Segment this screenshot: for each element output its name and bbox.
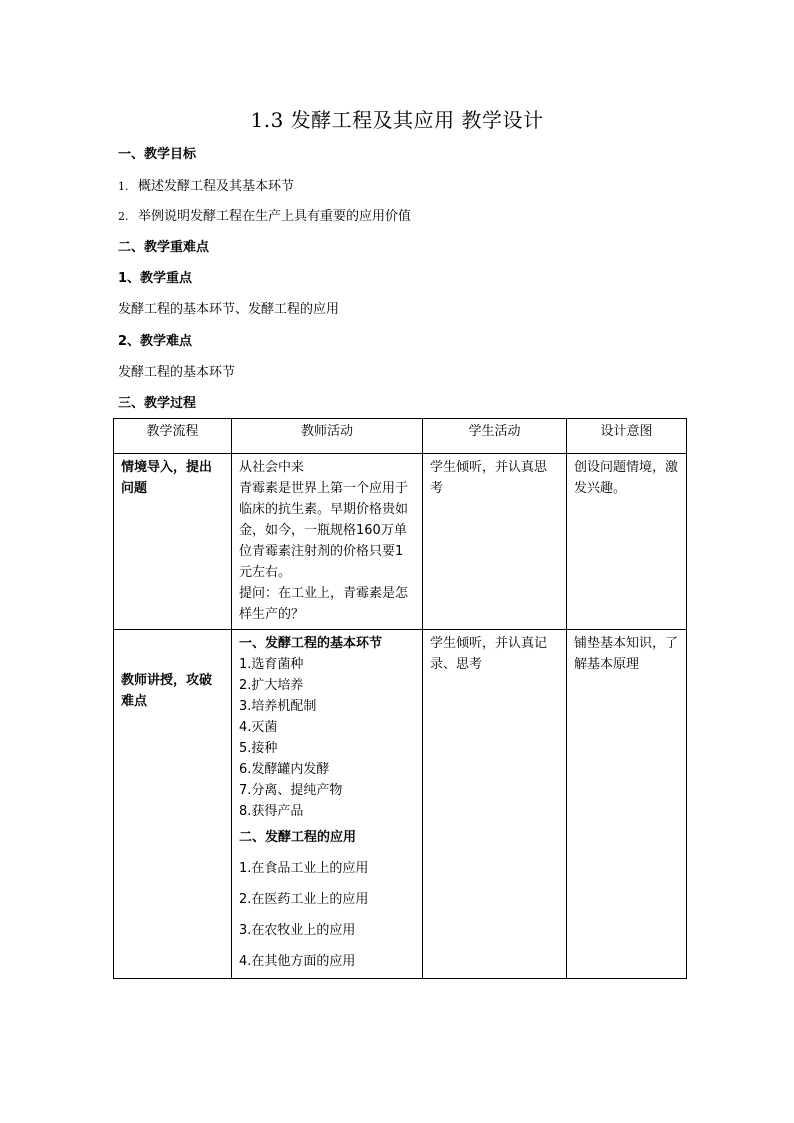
flow-label: 情境导入，提出问题 bbox=[121, 460, 213, 496]
section-heading-key-difficult: 二、教学重难点 bbox=[118, 240, 210, 255]
flow-label: 教师讲授，攻破难点 bbox=[121, 673, 213, 709]
objective-item bbox=[118, 208, 411, 226]
intent-text: 铺垫基本知识，了解基本原理 bbox=[574, 636, 679, 672]
teacher-subheading: 一、发酵工程的基本环节 bbox=[239, 636, 383, 651]
student-activity-cell bbox=[423, 454, 567, 630]
design-intent-cell bbox=[567, 630, 687, 979]
table-header-row bbox=[114, 419, 687, 454]
intent-text: 创设问题情境，激发兴趣。 bbox=[574, 460, 679, 496]
flow-cell bbox=[114, 454, 232, 630]
objective-text: 概述发酵工程及其基本环节 bbox=[138, 179, 295, 194]
step-item: 8.获得产品 bbox=[239, 804, 304, 819]
teaching-process-table bbox=[113, 418, 687, 979]
objective-number: 1. bbox=[118, 180, 129, 193]
difficult-points-text: 发酵工程的基本环节 bbox=[118, 365, 236, 380]
header-flow: 教学流程 bbox=[114, 419, 232, 454]
application-item: 1.在食品工业上的应用 bbox=[239, 861, 369, 876]
teacher-activity-cell bbox=[232, 454, 423, 630]
teacher-subheading: 二、发酵工程的应用 bbox=[239, 830, 357, 845]
step-item: 3.培养机配制 bbox=[239, 699, 317, 714]
student-activity-cell bbox=[423, 630, 567, 979]
header-teacher-activity: 教师活动 bbox=[232, 419, 423, 454]
header-student-activity: 学生活动 bbox=[423, 419, 567, 454]
section-heading-objectives: 一、教学目标 bbox=[118, 147, 197, 162]
teacher-text: 青霉素是世界上第一个应用于临床的抗生素。早期价格贵如金，如今，一瓶规格160万单位青霉素注射剂的价格只要1元左右。 bbox=[239, 481, 409, 580]
teacher-text: 从社会中来 bbox=[239, 460, 305, 475]
objective-item bbox=[118, 178, 294, 196]
table-row bbox=[114, 630, 687, 979]
section-heading-process: 三、教学过程 bbox=[118, 396, 197, 411]
header-design-intent: 设计意图 bbox=[567, 419, 687, 454]
student-text: 学生倾听，并认真思考 bbox=[430, 460, 548, 496]
objective-text: 举例说明发酵工程在生产上具有重要的应用价值 bbox=[138, 209, 412, 224]
table-row bbox=[114, 454, 687, 630]
teacher-text: 提问：在工业上，青霉素是怎样生产的？ bbox=[239, 586, 409, 622]
key-points-heading: 1、教学重点 bbox=[118, 271, 193, 286]
step-item: 2.扩大培养 bbox=[239, 678, 304, 693]
difficult-points-heading: 2、教学难点 bbox=[118, 334, 193, 349]
teacher-activity-cell bbox=[232, 630, 423, 979]
step-item: 7.分离、提纯产物 bbox=[239, 783, 343, 798]
design-intent-cell bbox=[567, 454, 687, 630]
page-title: 1.3 发酵工程及其应用 教学设计 bbox=[250, 108, 544, 132]
flow-cell bbox=[114, 630, 232, 979]
application-item: 4.在其他方面的应用 bbox=[239, 954, 356, 969]
step-item: 4.灭菌 bbox=[239, 720, 278, 735]
application-item: 2.在医药工业上的应用 bbox=[239, 892, 369, 907]
student-text: 学生倾听，并认真记录、思考 bbox=[430, 636, 548, 672]
step-item: 6.发酵罐内发酵 bbox=[239, 762, 330, 777]
step-item: 1.选育菌种 bbox=[239, 657, 304, 672]
objective-number: 2. bbox=[118, 210, 129, 223]
key-points-text: 发酵工程的基本环节、发酵工程的应用 bbox=[118, 302, 340, 317]
step-item: 5.接种 bbox=[239, 741, 278, 756]
application-item: 3.在农牧业上的应用 bbox=[239, 923, 356, 938]
